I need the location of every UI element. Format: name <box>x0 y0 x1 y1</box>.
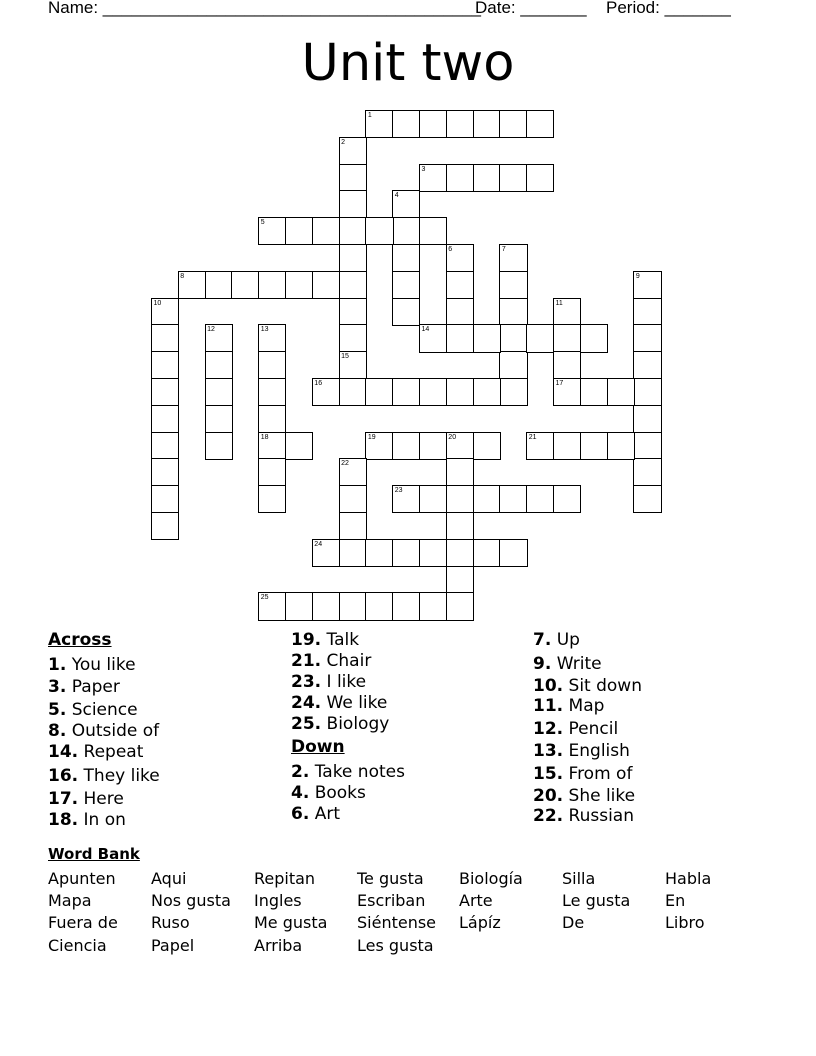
clue-text: They like <box>78 766 160 786</box>
crossword-cell[interactable] <box>365 378 393 406</box>
clue-item <box>48 742 143 762</box>
clue-number-label: 23. <box>291 672 322 692</box>
crossword-cell[interactable] <box>446 164 474 192</box>
word-bank-item: Arte <box>459 891 493 910</box>
crossword-cell[interactable] <box>151 485 179 513</box>
clue-text: English <box>563 741 630 761</box>
clue-item <box>533 741 630 761</box>
clue-item <box>48 721 159 741</box>
crossword-cell[interactable] <box>446 592 474 620</box>
clue-number: 3 <box>421 165 426 173</box>
crossword-cell[interactable] <box>392 298 420 326</box>
crossword-cell[interactable] <box>312 271 340 299</box>
clue-number-label: 11. <box>533 696 564 716</box>
crossword-cell[interactable] <box>258 405 286 433</box>
crossword-cell[interactable] <box>419 432 447 460</box>
word-bank-item: Habla <box>665 869 712 888</box>
clue-number: 19 <box>367 433 376 441</box>
word-bank-item: De <box>562 913 585 932</box>
crossword-cell[interactable] <box>633 324 661 352</box>
clue-number-label: 19. <box>291 630 322 650</box>
crossword-cell[interactable] <box>339 512 367 540</box>
word-bank-item: Biología <box>459 869 523 888</box>
word-bank-item: Ciencia <box>48 936 107 955</box>
crossword-cell[interactable] <box>419 217 447 245</box>
crossword-cell[interactable] <box>339 378 367 406</box>
crossword-cell[interactable] <box>339 298 367 326</box>
crossword-cell[interactable] <box>151 458 179 486</box>
header <box>0 0 816 20</box>
clue-number: 16 <box>314 380 323 387</box>
crossword-cell[interactable] <box>339 217 367 245</box>
word-bank-item: Aqui <box>151 869 187 888</box>
crossword-cell[interactable] <box>205 351 233 379</box>
crossword-cell[interactable] <box>553 485 581 513</box>
clue-number: 24 <box>314 540 323 548</box>
word-bank-item: Lápíz <box>459 913 501 932</box>
clue-number: 21 <box>528 433 537 441</box>
word-bank-item: Ruso <box>151 913 190 932</box>
crossword-cell[interactable] <box>258 485 286 513</box>
clue-text: Pencil <box>563 719 619 739</box>
clue-text: Chair <box>321 651 372 671</box>
crossword-cell[interactable] <box>446 539 474 567</box>
crossword-cell[interactable] <box>446 512 474 540</box>
crossword-cell[interactable] <box>499 110 527 138</box>
clue-text: Take notes <box>309 762 405 782</box>
crossword-cell[interactable] <box>580 324 608 352</box>
crossword-cell[interactable] <box>258 351 286 379</box>
crossword-cell[interactable] <box>258 271 286 299</box>
clue-number: 7 <box>501 246 506 253</box>
period-field[interactable]: Period: _______ <box>606 0 731 17</box>
crossword-cell[interactable] <box>446 110 474 138</box>
clue-number: 18 <box>260 433 269 441</box>
crossword-cell[interactable] <box>205 378 233 406</box>
crossword-cell[interactable] <box>633 485 661 513</box>
clue-text: In on <box>78 810 126 830</box>
clue-text: We like <box>321 693 388 713</box>
clue-item <box>291 804 340 824</box>
clue-text: Write <box>551 654 602 674</box>
crossword-cell[interactable] <box>580 378 608 406</box>
crossword-cell[interactable] <box>365 592 393 620</box>
crossword-cell[interactable] <box>339 324 367 352</box>
across-heading: Across <box>48 630 112 650</box>
clue-number-label: 9. <box>533 654 552 674</box>
clue-number-label: 13. <box>533 741 564 761</box>
crossword-cell[interactable] <box>499 539 527 567</box>
word-bank-item: Escriban <box>357 891 426 910</box>
crossword-cell[interactable] <box>473 378 501 406</box>
word-bank-item: Mapa <box>48 891 92 910</box>
word-bank-item: Fuera de <box>48 913 118 932</box>
clue-number: 11 <box>555 299 563 307</box>
clue-item <box>533 764 632 784</box>
clue-number-label: 25. <box>291 714 322 734</box>
crossword-cell[interactable] <box>339 592 367 620</box>
crossword-cell[interactable] <box>365 217 393 245</box>
crossword-cell[interactable] <box>205 405 233 433</box>
clue-text: Sit down <box>563 676 642 696</box>
word-bank-item: Les gusta <box>357 936 434 955</box>
name-field[interactable]: Name: ________________________________________ <box>48 0 481 17</box>
crossword-cell[interactable] <box>392 432 420 460</box>
clue-number-label: 2. <box>291 762 310 782</box>
clue-number-label: 16. <box>48 766 79 786</box>
clue-number-label: 1. <box>48 655 67 675</box>
crossword-cell[interactable] <box>285 271 313 299</box>
crossword-cell[interactable] <box>392 539 420 567</box>
clue-number-label: 4. <box>291 783 310 803</box>
crossword-cell[interactable] <box>553 351 581 379</box>
word-bank-item: Apunten <box>48 869 116 888</box>
crossword-cell[interactable] <box>526 324 554 352</box>
page-title: Unit two <box>301 34 515 93</box>
clue-number: 15 <box>341 353 349 361</box>
clue-item <box>533 696 604 716</box>
crossword-cell[interactable] <box>339 271 367 299</box>
clue-number: 2 <box>341 138 345 146</box>
crossword-cell[interactable] <box>473 164 501 192</box>
clue-text: Books <box>309 783 366 803</box>
clue-item <box>533 630 580 650</box>
crossword-cell[interactable] <box>633 351 661 379</box>
clue-number-label: 3. <box>48 677 67 697</box>
clue-text: From of <box>563 764 633 784</box>
crossword-cell[interactable] <box>419 378 447 406</box>
crossword-cell[interactable] <box>339 164 367 192</box>
clue-number-label: 8. <box>48 721 67 741</box>
clue-number-label: 17. <box>48 789 79 809</box>
crossword-cell[interactable] <box>339 190 367 218</box>
word-bank-item: Me gusta <box>254 913 328 932</box>
crossword-cell[interactable] <box>365 539 393 567</box>
crossword-cell[interactable] <box>446 485 474 513</box>
clue-item <box>48 789 124 809</box>
crossword-cell[interactable] <box>499 324 527 352</box>
date-field[interactable]: Date: _______ <box>475 0 587 17</box>
crossword-cell[interactable] <box>258 458 286 486</box>
clue-text: Art <box>309 804 340 824</box>
clue-number: 4 <box>394 192 399 200</box>
clue-item <box>48 655 136 675</box>
clue-number-label: 21. <box>291 651 322 671</box>
crossword-cell[interactable] <box>553 324 581 352</box>
clue-number-label: 6. <box>291 804 310 824</box>
crossword-cell[interactable] <box>151 512 179 540</box>
crossword-cell[interactable] <box>419 485 447 513</box>
crossword-cell[interactable] <box>205 271 233 299</box>
clue-number-label: 12. <box>533 719 564 739</box>
crossword-cell[interactable] <box>339 244 367 272</box>
crossword-cell[interactable] <box>633 298 661 326</box>
crossword-cell[interactable] <box>633 458 661 486</box>
clue-item <box>48 810 126 830</box>
clue-item <box>533 676 642 696</box>
crossword-cell[interactable] <box>419 592 447 620</box>
clue-item <box>291 672 366 692</box>
clue-number-label: 24. <box>291 693 322 713</box>
clue-number: 9 <box>635 272 640 280</box>
clue-number: 20 <box>448 433 457 441</box>
crossword-cell[interactable] <box>473 539 501 567</box>
clue-item <box>291 651 371 671</box>
crossword-cell[interactable] <box>526 110 554 138</box>
clue-number-label: 10. <box>533 676 564 696</box>
crossword-cell[interactable] <box>151 432 179 460</box>
clue-number: 22 <box>341 460 349 468</box>
crossword-cell[interactable] <box>339 485 367 513</box>
crossword-cell[interactable] <box>633 378 661 406</box>
clue-item <box>291 783 366 803</box>
crossword-cell[interactable] <box>392 217 420 245</box>
clue-item <box>291 714 389 734</box>
crossword-cell[interactable] <box>392 110 420 138</box>
word-bank-item: Nos gusta <box>151 891 231 910</box>
clue-number-label: 7. <box>533 630 552 650</box>
crossword-cell[interactable] <box>473 324 501 352</box>
clue-item <box>48 677 120 697</box>
crossword-cell[interactable] <box>446 324 474 352</box>
crossword-cell[interactable] <box>607 378 635 406</box>
clue-item <box>533 806 634 826</box>
word-bank-item: En <box>665 891 686 910</box>
clue-number: 17 <box>555 380 564 387</box>
crossword-cell[interactable] <box>151 324 179 352</box>
clue-text: Russian <box>563 806 634 826</box>
clue-item <box>291 630 359 650</box>
clue-text: Paper <box>66 677 120 697</box>
clue-number: 25 <box>260 594 269 602</box>
clue-number-label: 5. <box>48 700 67 720</box>
crossword-cell[interactable] <box>499 298 527 326</box>
crossword-cell[interactable] <box>526 164 554 192</box>
crossword-cell[interactable] <box>499 351 527 379</box>
down-heading: Down <box>291 737 345 757</box>
crossword-cell[interactable] <box>607 432 635 460</box>
clue-item <box>291 693 387 713</box>
clue-text: Up <box>551 630 580 650</box>
crossword-cell[interactable] <box>499 378 527 406</box>
crossword-cell[interactable] <box>553 432 581 460</box>
clue-text: Talk <box>321 630 360 650</box>
crossword-cell[interactable] <box>392 378 420 406</box>
clue-text: Repeat <box>78 742 144 762</box>
crossword-cell[interactable] <box>392 244 420 272</box>
clue-number-label: 15. <box>533 764 564 784</box>
crossword-cell[interactable] <box>285 432 313 460</box>
word-bank-heading: Word Bank <box>48 845 140 863</box>
word-bank-item: Te gusta <box>357 869 424 888</box>
clue-text: She like <box>563 786 636 806</box>
word-bank-item: Siéntense <box>357 913 437 932</box>
crossword-cell[interactable] <box>499 485 527 513</box>
clue-item <box>533 719 618 739</box>
clue-number: 14 <box>421 326 430 334</box>
clue-number-label: 14. <box>48 742 79 762</box>
clue-number-label: 22. <box>533 806 564 826</box>
crossword-cell[interactable] <box>633 432 661 460</box>
clue-text: Here <box>78 789 124 809</box>
crossword-cell[interactable] <box>285 592 313 620</box>
crossword-cell[interactable] <box>446 298 474 326</box>
word-bank-item: Ingles <box>254 891 302 910</box>
crossword-cell[interactable] <box>526 485 554 513</box>
clue-number: 12 <box>207 326 215 334</box>
crossword-cell[interactable] <box>231 271 259 299</box>
word-bank-item: Papel <box>151 936 195 955</box>
crossword-cell[interactable] <box>499 164 527 192</box>
crossword-cell[interactable] <box>151 405 179 433</box>
crossword-cell[interactable] <box>499 271 527 299</box>
word-bank-item: Silla <box>562 869 596 888</box>
crossword-cell[interactable] <box>205 432 233 460</box>
crossword-cell[interactable] <box>446 271 474 299</box>
crossword-cell[interactable] <box>419 539 447 567</box>
crossword-cell[interactable] <box>473 432 501 460</box>
crossword-cell[interactable] <box>151 378 179 406</box>
clue-item <box>48 700 138 720</box>
crossword-cell[interactable] <box>446 378 474 406</box>
clue-item <box>291 762 405 782</box>
crossword-cell[interactable] <box>312 217 340 245</box>
crossword-cell[interactable] <box>151 351 179 379</box>
clue-item <box>533 654 602 674</box>
clue-number-label: 18. <box>48 810 79 830</box>
crossword-cell[interactable] <box>446 566 474 594</box>
clue-number: 6 <box>448 246 453 253</box>
crossword-cell[interactable] <box>258 378 286 406</box>
clue-text: Biology <box>321 714 390 734</box>
clue-text: Outside of <box>66 721 160 741</box>
word-bank-item: Repitan <box>254 869 316 888</box>
crossword-cell[interactable] <box>473 110 501 138</box>
word-bank-item: Libro <box>665 913 705 932</box>
crossword-cell[interactable] <box>446 458 474 486</box>
crossword-cell[interactable] <box>339 539 367 567</box>
clue-number: 23 <box>394 487 403 495</box>
clue-number: 10 <box>153 299 162 307</box>
crossword-cell[interactable] <box>419 110 447 138</box>
crossword-cell[interactable] <box>392 271 420 299</box>
clue-item <box>533 786 635 806</box>
clue-text: Science <box>66 700 138 720</box>
clue-number: 5 <box>260 219 265 227</box>
clue-number: 1 <box>367 112 372 119</box>
crossword-cell[interactable] <box>580 432 608 460</box>
clue-item <box>48 766 160 786</box>
crossword-cell[interactable] <box>392 592 420 620</box>
word-bank-item: Arriba <box>254 936 303 955</box>
crossword-cell[interactable] <box>633 405 661 433</box>
clue-text: You like <box>66 655 136 675</box>
clue-number: 13 <box>260 326 269 334</box>
clue-text: Map <box>563 696 605 716</box>
crossword-cell[interactable] <box>312 592 340 620</box>
clue-number: 8 <box>180 272 185 280</box>
clue-text: I like <box>321 672 367 692</box>
crossword-cell[interactable] <box>285 217 313 245</box>
clue-number-label: 20. <box>533 786 564 806</box>
crossword-cell[interactable] <box>473 485 501 513</box>
word-bank-item: Le gusta <box>562 891 631 910</box>
